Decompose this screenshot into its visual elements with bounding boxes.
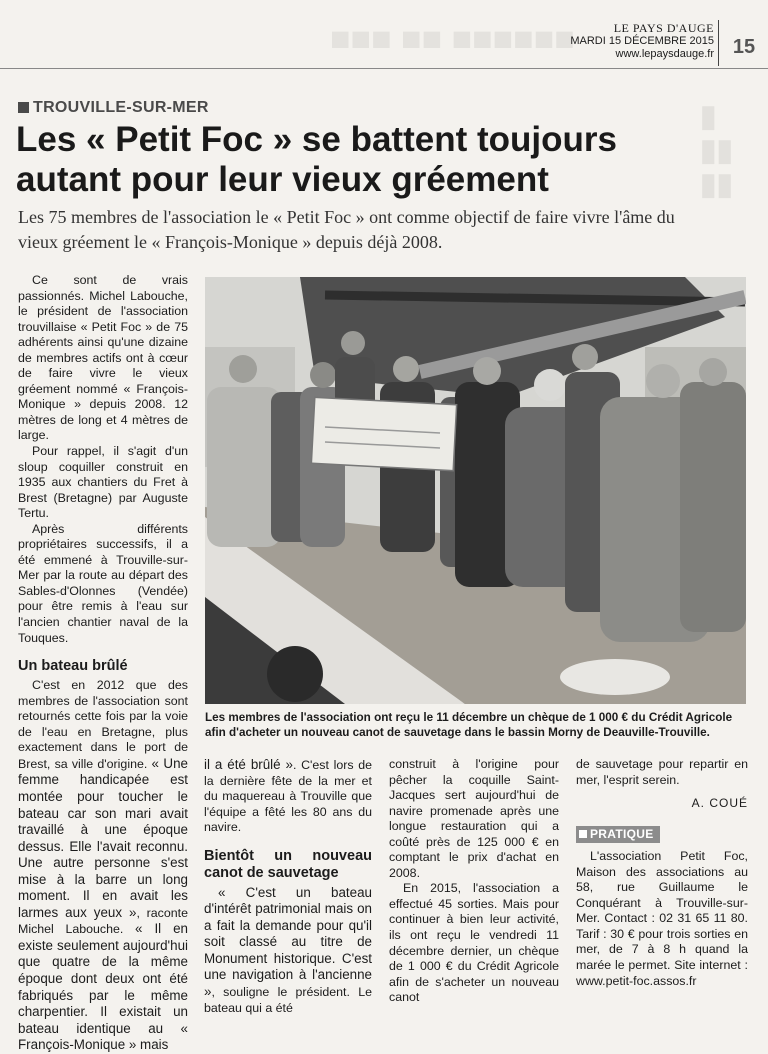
article-column-4 (576, 757, 748, 989)
paragraph: de sauvetage pour repartir en mer, l'esprit serein. (576, 757, 748, 787)
square-bullet-icon (579, 830, 587, 838)
quote: il a été brûlé » (204, 757, 293, 772)
article-kicker (18, 99, 209, 117)
paragraph: construit à l'origine pour pêcher la coquille Saint-Jacques sert aujourd'hui de navire promenade après une longue restauration qui a coûté près de 125 000 € en comptant le prix d'achat en 2008. (389, 757, 559, 880)
bleed-through-ghost: ■■■ ■■ ■■■■■■ (330, 20, 575, 58)
subheading: Bientôt un nouveau canot de sauvetage (204, 847, 372, 881)
paragraph (204, 885, 372, 1016)
text-run: , souligne le président. Le bateau qui a été (204, 985, 372, 1015)
publication-header (570, 22, 714, 61)
text-run: . C'est lors de la dernière fête de la mer et du maquereau à Trouville que l'équipe a fêté les 80 ans du navire. (204, 758, 372, 835)
paragraph: Ce sont de vrais passionnés. Michel Labouche, le président de l'association trouvillaise « Petit Foc » de 75 adhérents ainsi qu'une dizaine de membres actifs ont à cœur de faire vivre le vieux gréement nommé « François-Monique » depuis 2008. 12 mètres de long et 4 mètres de large. (18, 273, 188, 443)
photo-illustration (205, 277, 746, 704)
text-run: C'est en 2012 que des membres de l'association sont retournés cette fois par la voie de l'eau en Bretagne, plus exactement dans le port de Brest, sa ville d'origine. (18, 678, 188, 771)
paragraph: En 2015, l'association a effectué 45 sorties. Mais pour continuer à bien leur activité, ils ont reçu le vendredi 11 décembre dernier, un chèque de 1 000 € du Crédit Agricole afin de s'acheter un nouveau canot (389, 881, 559, 1005)
photo-caption: Les membres de l'association ont reçu le 11 décembre un chèque de 1 000 € du Crédit Agricole afin d'acheter un nouveau canot de sauvetage dans le bassin Morny de Deauville-Trouville. (205, 711, 733, 739)
square-bullet-icon (18, 102, 29, 113)
pratique-badge (576, 826, 660, 844)
paragraph (204, 757, 372, 836)
header-divider (718, 20, 719, 66)
subheading: Un bateau brûlé (18, 658, 128, 675)
article-column-3 (389, 757, 559, 1006)
publication-name: LE PAYS D'AUGE (613, 21, 714, 35)
author-signature: A. COUÉ (691, 796, 748, 811)
publication-date: MARDI 15 DÉCEMBRE 2015 (570, 35, 714, 47)
quote: « Il en existe seulement aujourd'hui que quatre de la même époque dont deux ont été fabriqués par le même charpentier. Il existait un bateau identique au « François-Monique » mais (18, 921, 188, 1053)
pratique-label: PRATIQUE (590, 826, 654, 841)
quote: « C'est un bateau d'intérêt patrimonial mais on a fait la demande pour qu'il soit classé au titre de Monument historique. C'est une navigation à l'ancienne » (204, 884, 372, 1000)
quote: « Une femme handicapée est montée pour toucher le bateau car son mari avait travaillé à une époque dessus. Elle l'avait reconnu. Une autre personne s'est mise à la barre un long moment. Il en avait les larmes aux yeux » (18, 755, 188, 920)
bleed-through-ghost-right: ▮ ▮▮ ▮▮ (700, 100, 734, 201)
pratique-text: L'association Petit Foc, Maison des associations au 58, rue Guillaume le Conquérant à Trouville-sur-Mer. Contact : 02 31 65 11 80. Tarif : 30 € pour trois sorties en mer, de 7 à 8 h quand la marée le permet. Site internet : www.petit-foc.assos.fr (576, 849, 748, 988)
article-column-2 (204, 757, 372, 1016)
paragraph: Après différents propriétaires successifs, il a été emmené à Trouville-sur-Mer par la route au départ des Sables-d'Olonnes (Vendée) pour être remis à l'eau sur l'ancien chantier naval de la Touques. (18, 521, 188, 645)
article-lead: Les 75 membres de l'association le « Petit Foc » ont comme objectif de faire vivre l'âme du vieux gréement le « François-Monique » depuis déjà 2008. (18, 207, 675, 252)
publication-website: www.lepaysdauge.fr (615, 48, 714, 60)
paragraph (18, 678, 188, 1054)
text-run: , raconte Michel Labouche. (18, 905, 188, 937)
article-column-1 (18, 273, 188, 1054)
article-title: Les « Petit Foc » se battent toujours autant pour leur vieux gréement (16, 120, 617, 199)
header-rule (0, 68, 768, 69)
article-photo (205, 277, 746, 704)
page-number: 15 (732, 36, 756, 58)
kicker-text: TROUVILLE-SUR-MER (33, 99, 209, 116)
paragraph: Pour rappel, il s'agit d'un sloup coquiller construit en 1935 aux chantiers du Fret à Brest (Bretagne) par Auguste Tertu. (18, 444, 188, 521)
